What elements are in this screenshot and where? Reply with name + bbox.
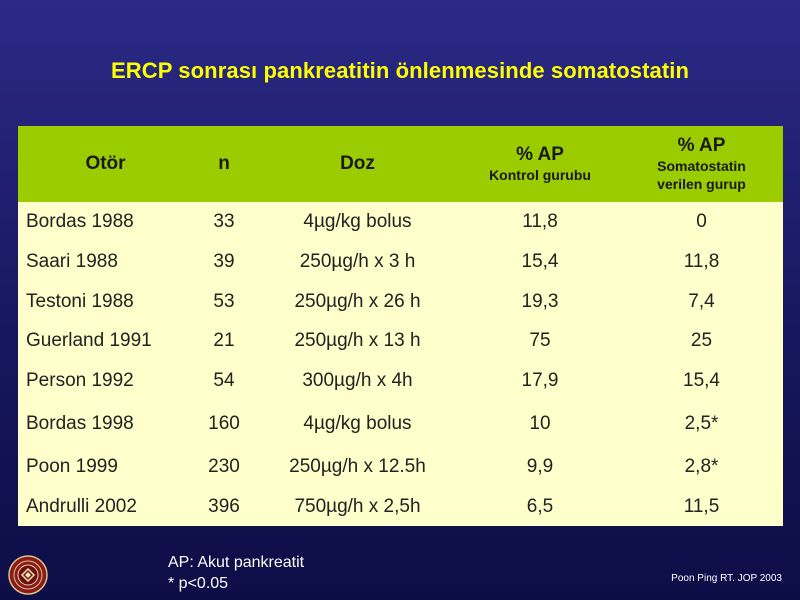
table-row: [18, 321, 783, 361]
cell-dose: 250µg/h x 12.5h: [289, 456, 426, 477]
cell-ap-control: 17,9: [521, 370, 559, 391]
cell-ap-somatostatin: 15,4: [683, 370, 720, 391]
table-row: [18, 202, 783, 242]
header-author: Otör: [85, 153, 126, 174]
cell-ap-control: 9,9: [526, 456, 554, 477]
cell-dose: 750µg/h x 2,5h: [294, 495, 421, 517]
table-header-row: [18, 126, 783, 202]
header-ap-somatostatin-main: % AP: [677, 135, 726, 156]
header-ap-somatostatin-sub2: verilen gurup: [657, 176, 746, 192]
header-n: n: [218, 153, 230, 174]
table-row: [18, 282, 783, 321]
cell-author: Saari 1988: [26, 251, 118, 272]
cell-author: Bordas 1988: [26, 211, 134, 232]
cell-ap-somatostatin: 7,4: [688, 290, 715, 312]
cell-ap-somatostatin: 0: [696, 211, 707, 232]
header-ap-control-sub: Kontrol gurubu: [489, 167, 591, 183]
cell-n: 396: [208, 495, 240, 517]
table-row: [18, 401, 783, 447]
university-seal-icon: [8, 555, 48, 595]
cell-ap-somatostatin: 25: [690, 330, 713, 351]
cell-ap-control: 6,5: [526, 495, 554, 517]
cell-dose: 4µg/kg bolus: [303, 413, 412, 434]
cell-author: Testoni 1988: [26, 290, 134, 312]
table-row: [18, 361, 783, 401]
cell-n: 160: [208, 413, 240, 434]
cell-author: Person 1992: [26, 370, 134, 391]
cell-n: 33: [213, 211, 235, 232]
cell-n: 39: [213, 251, 235, 272]
cell-ap-somatostatin: 11,5: [683, 495, 720, 517]
cell-ap-somatostatin: 2,8*: [684, 456, 719, 477]
header-ap-somatostatin-sub1: Somatostatin: [657, 158, 746, 174]
results-table: [18, 126, 783, 526]
cell-dose: 4µg/kg bolus: [303, 211, 412, 232]
cell-ap-somatostatin: 2,5*: [684, 413, 719, 434]
footnote: [168, 552, 304, 594]
header-ap-control-main: % AP: [516, 144, 564, 165]
slide-title: ERCP sonrası pankreatitin önlenmesinde somatostatin: [110, 58, 690, 83]
header-ap-somatostatin: [620, 126, 783, 202]
cell-ap-control: 10: [529, 413, 551, 434]
cell-dose: 250µg/h x 26 h: [294, 290, 421, 312]
cell-dose: 250µg/h x 3 h: [299, 251, 416, 272]
cell-ap-control: 19,3: [521, 290, 559, 312]
citation: Poon Ping RT. JOP 2003: [671, 573, 782, 584]
table-row: [18, 242, 783, 282]
cell-n: 230: [208, 456, 240, 477]
cell-author: Bordas 1998: [26, 413, 134, 434]
cell-ap-control: 11,8: [522, 211, 558, 232]
cell-dose: 250µg/h x 13 h: [294, 330, 421, 351]
cell-n: 21: [213, 330, 235, 351]
cell-author: Poon 1999: [26, 456, 118, 477]
table-row: [18, 447, 783, 487]
cell-dose: 300µg/h x 4h: [302, 370, 413, 391]
header-dose: Doz: [340, 153, 375, 174]
cell-ap-control: 15,4: [521, 251, 559, 272]
cell-author: Guerland 1991: [26, 330, 152, 351]
cell-n: 53: [213, 290, 235, 312]
cell-ap-control: 75: [529, 330, 551, 351]
footnote-abbreviation: AP: Akut pankreatit: [168, 554, 305, 571]
header-ap-control: [460, 126, 620, 202]
table-row: [18, 487, 783, 526]
cell-ap-somatostatin: 11,8: [683, 251, 720, 272]
cell-n: 54: [213, 370, 235, 391]
footnote-significance: * p<0.05: [168, 575, 229, 592]
cell-author: Andrulli 2002: [26, 495, 137, 517]
